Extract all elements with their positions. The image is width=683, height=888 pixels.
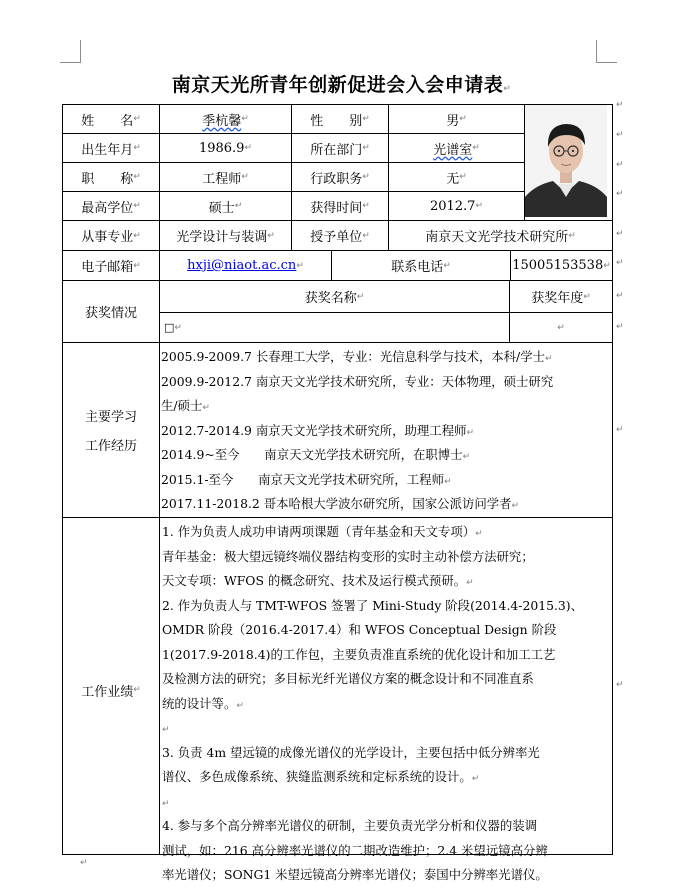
achievements-list	[162, 520, 612, 888]
achievement-line: 3. 负责 4m 望远镜的成像光谱仪的光学设计，主要包括中低分辨率光	[162, 744, 540, 760]
experience-line: 生/硕士↵	[161, 398, 210, 413]
degree-date-value: 2012.7 ↵	[429, 198, 484, 214]
row-end-mark: ↵	[616, 322, 624, 332]
award-year-header: 获奖年度 ↵	[531, 291, 591, 306]
grantor-value: 南京天文光学技术研究所 ↵	[425, 230, 576, 245]
doc-end-mark: ↵	[80, 858, 88, 868]
email-value[interactable]: hxji@niaot.ac.cn ↵	[187, 258, 304, 273]
row-end-mark: ↵	[616, 130, 624, 140]
achievement-line: ↵	[162, 725, 170, 735]
achievement-line: 2. 作为负责人与 TMT-WFOS 签署了 Mini-Study 阶段(2014.4-2015.3)、	[162, 597, 584, 613]
achievement-line: 及检测方法的研究；多目标光纤光谱仪方案的概念设计和不同准直系	[162, 671, 534, 686]
form-title: 南京天光所青年创新促进会入会申请表↵	[171, 74, 512, 96]
email-link[interactable]: hxji@niaot.ac.cn	[187, 258, 297, 273]
row-end-mark: ↵	[616, 189, 624, 199]
gender-value: 男 ↵	[446, 113, 467, 129]
degree-date-label: 获得时间 ↵	[310, 200, 370, 216]
phone-label: 联系电话 ↵	[391, 260, 451, 275]
dept-label: 所在部门 ↵	[310, 142, 370, 158]
degree-value: 硕士 ↵	[208, 200, 243, 216]
award-name-cell: □ ↵	[164, 321, 182, 334]
award-year-cell: ↵	[557, 322, 565, 333]
experience-line: 2017.11-2018.2 哥本哈根大学波尔研究所，国家公派访问学者↵	[161, 496, 520, 511]
achievement-line: 率光谱仪；SONG1 米望远镜高分辨率光谱仪；泰国中分辨率光谱仪。	[162, 867, 548, 882]
job-title-label: 职 称 ↵	[81, 171, 141, 187]
row-end-mark: ↵	[616, 291, 624, 301]
birth-label: 出生年月 ↵	[81, 142, 141, 158]
achievement-line: 测试，如：216 高分辨率光谱仪的二期改造维护；2.4 米望远镜高分辨	[162, 842, 548, 858]
row-end-mark: ↵	[616, 100, 624, 110]
dept-value: 光谱室 ↵	[433, 142, 480, 158]
experience-line: 2012.7-2014.9 南京天文光学技术研究所，助理工程师↵	[161, 422, 475, 438]
awards-label: 获奖情况	[84, 306, 137, 321]
experience-list	[161, 345, 612, 517]
experience-line: 2005.9-2009.7 长春理工大学，专业：光信息科学与技术，本科/学士↵	[161, 349, 553, 364]
row-end-mark: ↵	[616, 425, 624, 435]
experience-label: 主要学习 工作经历	[84, 410, 137, 454]
name-value: 季杭馨 ↵	[202, 113, 249, 129]
degree-label: 最高学位 ↵	[81, 200, 141, 216]
achievement-line: 天文专项：WFOS 的概念研究、技术及运行模式预研。↵	[162, 573, 474, 588]
job-title-value: 工程师 ↵	[202, 171, 249, 187]
row-end-mark: ↵	[616, 160, 624, 170]
achievement-line: 统的设计等。↵	[162, 695, 244, 711]
email-label: 电子邮箱 ↵	[81, 260, 141, 275]
admin-post-label: 行政职务 ↵	[310, 171, 370, 187]
experience-line: 2014.9~至今 南京天文光学技术研究所，在职博士↵	[161, 447, 471, 462]
phone-value: 15005153538 ↵	[512, 258, 611, 273]
award-name-header: 获奖名称 ↵	[304, 291, 365, 306]
achievement-line: 1(2017.9-2018.4)的工作包，主要负责准直系统的优化设计和加工工艺	[162, 646, 556, 662]
applicant-photo	[525, 105, 607, 217]
grantor-label: 授予单位 ↵	[310, 230, 370, 245]
achievement-line: 4. 参与多个高分辨率光谱仪的研制，主要负责光学分析和仪器的装调	[162, 818, 538, 833]
gender-label: 性 别 ↵	[310, 113, 370, 129]
experience-line: 2015.1-至今 南京天文光学技术研究所，工程师↵	[161, 471, 452, 487]
name-label: 姓 名 ↵	[81, 113, 141, 129]
crop-mark-top-left	[60, 40, 81, 63]
achievement-line: ↵	[162, 798, 170, 809]
admin-post-value: 无 ↵	[446, 171, 467, 187]
major-value: 光学设计与装调 ↵	[176, 230, 275, 245]
row-end-mark: ↵	[616, 229, 624, 239]
achievement-line: 青年基金：极大望远镜终端仪器结构变形的实时主动补偿方法研究；	[162, 548, 534, 564]
achievements-label: 工作业绩 ↵	[81, 684, 141, 700]
achievement-line: OMDR 阶段（2016.4-2017.4）和 WFOS Conceptual Design 阶段	[162, 622, 557, 637]
achievement-line: 1. 作为负责人成功申请两项课题（青年基金和天文专项）↵	[162, 524, 483, 539]
birth-value: 1986.9 ↵	[198, 140, 253, 156]
major-label: 从事专业 ↵	[81, 230, 141, 245]
row-end-mark: ↵	[616, 258, 624, 268]
crop-mark-top-right	[596, 40, 617, 63]
row-end-mark: ↵	[616, 680, 624, 690]
achievement-line: 谱仪、多色成像系统、狭缝监测系统和定标系统的设计。↵	[162, 769, 480, 784]
experience-line: 2009.9-2012.7 南京天文光学技术研究所，专业：天体物理，硕士研究	[161, 373, 554, 389]
